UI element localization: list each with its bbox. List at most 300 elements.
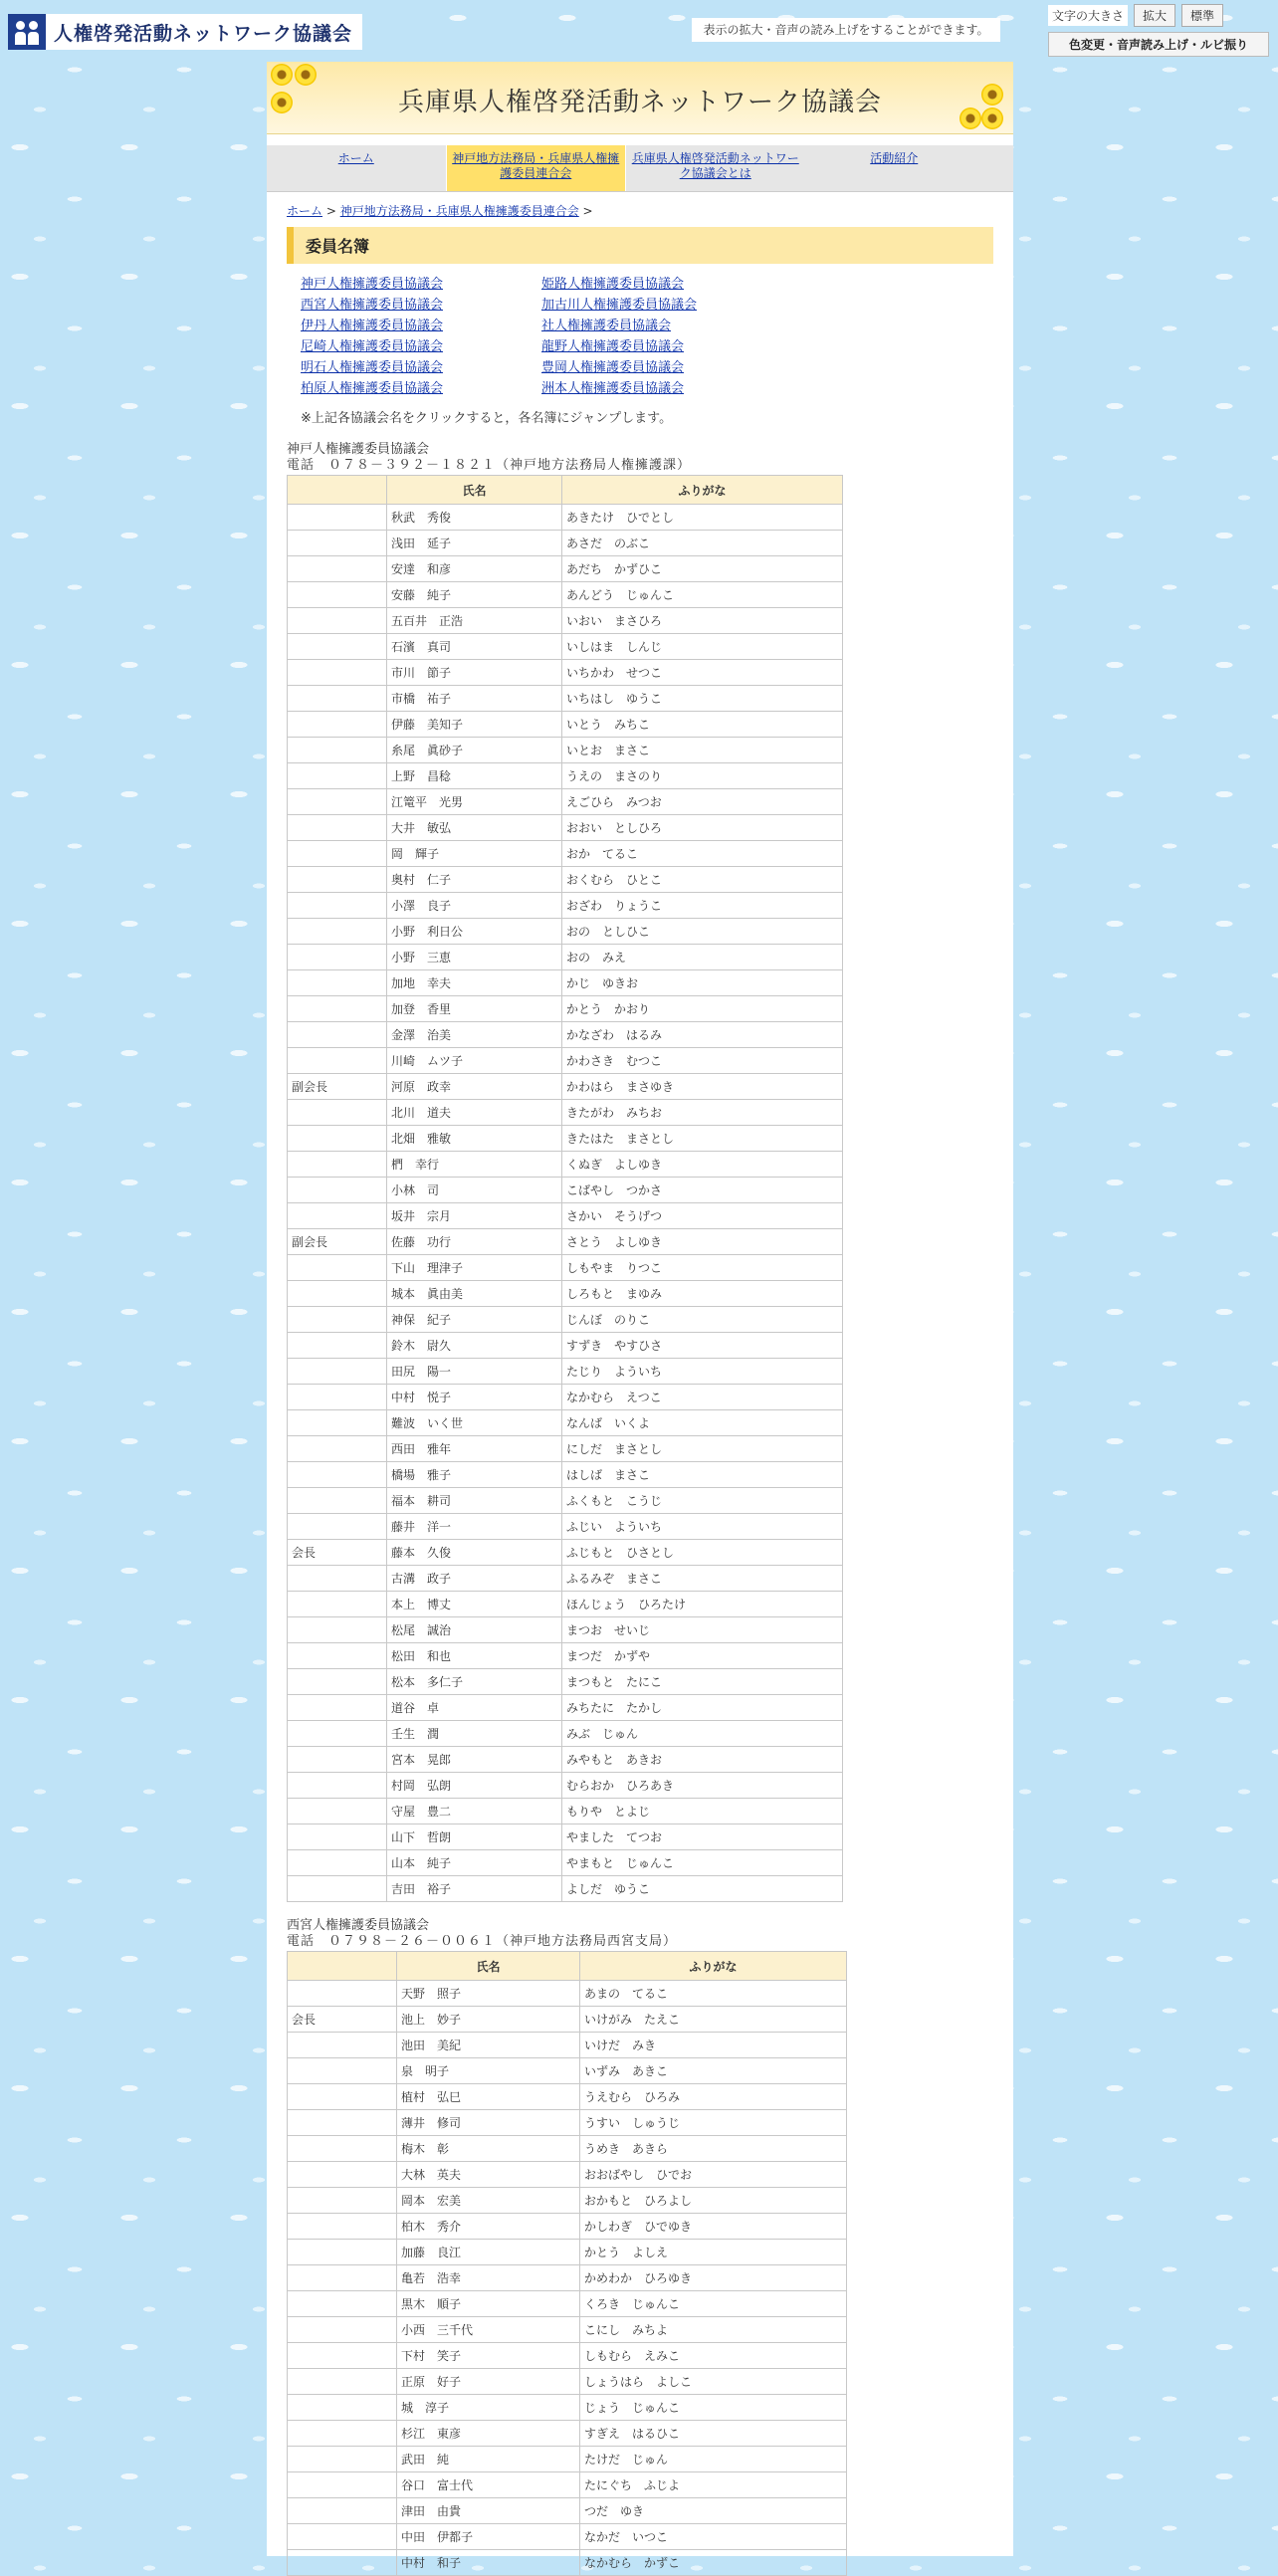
member-name: 岡本 宏美 xyxy=(397,2188,580,2214)
member-name: 北川 道夫 xyxy=(387,1100,562,1126)
table-row xyxy=(288,1695,843,1721)
member-kana: くぬぎ よしゆき xyxy=(562,1152,843,1178)
table-row xyxy=(288,1048,843,1074)
member-role xyxy=(288,660,387,686)
member-name: 藤本 久俊 xyxy=(387,1540,562,1566)
table-row xyxy=(288,608,843,634)
member-role xyxy=(288,2472,397,2498)
member-role xyxy=(288,893,387,919)
nav-activities xyxy=(805,145,984,191)
member-name: 壬生 潤 xyxy=(387,1721,562,1747)
table-row xyxy=(288,2136,847,2162)
council-link[interactable]: 加古川人権擁護委員協議会 xyxy=(541,298,698,313)
table-row xyxy=(288,2214,847,2240)
member-role xyxy=(288,531,387,556)
nav-about-link[interactable]: 兵庫県人権啓発活動ネットワーク協議会とは xyxy=(631,151,799,180)
member-role xyxy=(288,2265,397,2291)
table-row xyxy=(288,1203,843,1229)
member-kana: みちたに たかし xyxy=(562,1695,843,1721)
member-name: 坂井 宗月 xyxy=(387,1203,562,1229)
member-role xyxy=(288,2421,397,2447)
table-row xyxy=(288,738,843,763)
member-name: 小西 三千代 xyxy=(397,2317,580,2343)
member-kana: おの としひこ xyxy=(562,919,843,945)
nav-about xyxy=(626,145,805,191)
member-name: 金澤 治美 xyxy=(387,1022,562,1048)
member-name: 武田 純 xyxy=(397,2447,580,2472)
member-kana: おかもと ひろよし xyxy=(580,2188,847,2214)
member-name: 城 淳子 xyxy=(397,2395,580,2421)
banner-title: 兵庫県人権啓発活動ネットワーク協議会 xyxy=(397,88,882,117)
member-role xyxy=(288,1178,387,1203)
member-role: 会長 xyxy=(288,2007,397,2033)
member-role xyxy=(288,2162,397,2188)
member-name: 小野 三恵 xyxy=(387,945,562,970)
table-row xyxy=(288,686,843,712)
table-row xyxy=(288,1385,843,1410)
table-row xyxy=(288,712,843,738)
member-name: 市川 節子 xyxy=(387,660,562,686)
member-name: 松尾 誠治 xyxy=(387,1617,562,1643)
table-row xyxy=(288,789,843,815)
member-kana: たにぐち ふじよ xyxy=(580,2472,847,2498)
council-name: 西宮人権擁護委員協議会 xyxy=(287,1918,430,1933)
member-kana: いとう みちこ xyxy=(562,712,843,738)
member-name: 松田 和也 xyxy=(387,1643,562,1669)
logo-text: 人権啓発活動ネットワーク協議会 xyxy=(54,22,353,45)
table-row xyxy=(288,2058,847,2084)
member-kana: かめわか ひろゆき xyxy=(580,2265,847,2291)
table-row xyxy=(288,1152,843,1178)
member-name: 下村 笑子 xyxy=(397,2343,580,2369)
member-role xyxy=(288,2447,397,2472)
member-role xyxy=(288,1669,387,1695)
member-role xyxy=(288,2343,397,2369)
nav-legal-affairs-link[interactable]: 神戸地方法務局・兵庫県人権擁護委員連合会 xyxy=(452,151,620,180)
member-role xyxy=(288,1488,387,1514)
member-name: 小林 司 xyxy=(387,1178,562,1203)
member-kana: きたはた まさとし xyxy=(562,1126,843,1152)
nav-activities-link[interactable]: 活動紹介 xyxy=(870,151,919,165)
member-role xyxy=(288,1385,387,1410)
breadcrumb xyxy=(287,202,993,219)
kana-header: ふりがな xyxy=(562,476,843,505)
member-kana: ほんじょう ひろたけ xyxy=(562,1592,843,1617)
member-kana: みやもと あきお xyxy=(562,1747,843,1773)
council-roster xyxy=(287,442,993,1902)
council-rosters xyxy=(287,442,993,2576)
member-kana: じんぼ のりこ xyxy=(562,1307,843,1333)
member-role xyxy=(288,1410,387,1436)
table-row xyxy=(288,2421,847,2447)
table-row xyxy=(288,1307,843,1333)
member-name: 上野 昌稔 xyxy=(387,763,562,789)
member-name: 江篭平 光男 xyxy=(387,789,562,815)
member-role xyxy=(288,2317,397,2343)
member-role xyxy=(288,2550,397,2576)
member-kana: なかだ いつこ xyxy=(580,2524,847,2550)
member-role xyxy=(288,1152,387,1178)
member-kana: いちはし ゆうこ xyxy=(562,686,843,712)
jump-note: ※上記各協議会名をクリックすると，各名簿にジャンプします。 xyxy=(301,411,673,426)
member-kana: しょうはら よしこ xyxy=(580,2369,847,2395)
member-role xyxy=(288,867,387,893)
table-row xyxy=(288,2524,847,2550)
table-row xyxy=(288,2447,847,2472)
role-header xyxy=(288,476,387,505)
kana-header: ふりがな xyxy=(580,1952,847,1981)
member-role xyxy=(288,2033,397,2058)
member-role xyxy=(288,2369,397,2395)
member-name: 加登 香里 xyxy=(387,996,562,1022)
member-role: 副会長 xyxy=(288,1074,387,1100)
member-kana: なかむら えつこ xyxy=(562,1385,843,1410)
member-kana: いおい まさひろ xyxy=(562,608,843,634)
member-role xyxy=(288,1876,387,1902)
council-link[interactable]: 明石人権擁護委員協議会 xyxy=(301,360,444,375)
member-name: 神保 紀子 xyxy=(387,1307,562,1333)
member-name: 正原 好子 xyxy=(397,2369,580,2395)
member-name: 北畑 雅敏 xyxy=(387,1126,562,1152)
breadcrumb-separator: > xyxy=(322,204,340,218)
member-name: 小澤 良子 xyxy=(387,893,562,919)
member-kana: たじり よういち xyxy=(562,1359,843,1385)
role-header xyxy=(288,1952,397,1981)
table-row xyxy=(288,1333,843,1359)
table-row xyxy=(288,996,843,1022)
member-role xyxy=(288,1695,387,1721)
council-link[interactable]: 神戸人権擁護委員協議会 xyxy=(301,277,444,292)
breadcrumb-parent[interactable]: 神戸地方法務局・兵庫県人権擁護委員連合会 xyxy=(339,204,579,218)
table-row xyxy=(288,1462,843,1488)
member-role xyxy=(288,1721,387,1747)
member-kana: なんば いくよ xyxy=(562,1410,843,1436)
member-name: 中村 悦子 xyxy=(387,1385,562,1410)
table-row xyxy=(288,1540,843,1566)
member-role xyxy=(288,1981,397,2007)
member-role xyxy=(288,2188,397,2214)
table-header-row xyxy=(288,1952,847,1981)
member-name: 糸尾 眞砂子 xyxy=(387,738,562,763)
member-role xyxy=(288,1799,387,1825)
member-role xyxy=(288,1514,387,1540)
table-row xyxy=(288,1359,843,1385)
member-role xyxy=(288,2498,397,2524)
table-row xyxy=(288,505,843,531)
member-name: 安藤 純子 xyxy=(387,582,562,608)
member-name: 石濱 真司 xyxy=(387,634,562,660)
member-kana: じょう じゅんこ xyxy=(580,2395,847,2421)
table-header-row xyxy=(288,476,843,505)
member-name: 藤井 洋一 xyxy=(387,1514,562,1540)
member-role xyxy=(288,1592,387,1617)
member-name: 松本 多仁子 xyxy=(387,1669,562,1695)
member-name: 中村 和子 xyxy=(397,2550,580,2576)
member-name: 泉 明子 xyxy=(397,2058,580,2084)
member-kana: おか てるこ xyxy=(562,841,843,867)
table-row xyxy=(288,1410,843,1436)
name-header: 氏名 xyxy=(387,476,562,505)
table-row xyxy=(288,2084,847,2110)
color-voice-ruby-button[interactable]: 色変更・音声読み上げ・ルビ振り xyxy=(1048,32,1269,57)
table-row xyxy=(288,1514,843,1540)
member-name: 秋武 秀俊 xyxy=(387,505,562,531)
member-kana: かとう よしえ xyxy=(580,2240,847,2265)
member-role xyxy=(288,1022,387,1048)
table-row xyxy=(288,867,843,893)
table-row xyxy=(288,2007,847,2033)
member-name: 吉田 裕子 xyxy=(387,1876,562,1902)
font-size-label: 文字の大きさ xyxy=(1048,5,1128,26)
table-row xyxy=(288,2291,847,2317)
member-kana: ふくもと こうじ xyxy=(562,1488,843,1514)
table-row xyxy=(288,2498,847,2524)
member-kana: うえの まさのり xyxy=(562,763,843,789)
member-kana: すずき やすひさ xyxy=(562,1333,843,1359)
member-name: 薄井 修司 xyxy=(397,2110,580,2136)
member-kana: ふるみぞ まさこ xyxy=(562,1566,843,1592)
member-role xyxy=(288,763,387,789)
member-role xyxy=(288,1462,387,1488)
table-row xyxy=(288,1876,843,1902)
member-kana: しもむら えみこ xyxy=(580,2343,847,2369)
member-kana: くろき じゅんこ xyxy=(580,2291,847,2317)
member-role xyxy=(288,712,387,738)
member-role xyxy=(288,1359,387,1385)
table-row xyxy=(288,1850,843,1876)
council-link[interactable]: 柏原人権擁護委員協議会 xyxy=(301,381,444,396)
site-logo[interactable] xyxy=(8,14,362,50)
table-row xyxy=(288,763,843,789)
council-link[interactable]: 伊丹人権擁護委員協議会 xyxy=(301,319,444,333)
member-role xyxy=(288,2240,397,2265)
member-name: 本上 博丈 xyxy=(387,1592,562,1617)
global-nav xyxy=(267,145,1013,192)
member-kana: うすい しゅうじ xyxy=(580,2110,847,2136)
member-table xyxy=(287,475,843,1902)
member-role xyxy=(288,1566,387,1592)
member-kana: しもやま りつこ xyxy=(562,1255,843,1281)
table-row xyxy=(288,1799,843,1825)
member-role xyxy=(288,1617,387,1643)
member-role xyxy=(288,556,387,582)
nav-spacer xyxy=(983,145,1013,191)
section-title: 委員名簿 xyxy=(287,227,993,264)
nav-home xyxy=(267,145,446,191)
member-name: 池上 妙子 xyxy=(397,2007,580,2033)
member-name: 浅田 延子 xyxy=(387,531,562,556)
table-row xyxy=(288,815,843,841)
member-name: 杉江 東彦 xyxy=(397,2421,580,2447)
council-phone: 電話 ０７９８－２６－００６１（神戸地方法務局西宮支局） xyxy=(287,1934,678,1949)
member-kana: かなざわ はるみ xyxy=(562,1022,843,1048)
council-link[interactable]: 尼崎人権擁護委員協議会 xyxy=(301,339,444,354)
table-row xyxy=(288,2162,847,2188)
member-name: 椚 幸行 xyxy=(387,1152,562,1178)
nav-home-link[interactable]: ホーム xyxy=(337,151,374,165)
member-role xyxy=(288,2136,397,2162)
member-name: 黒木 順子 xyxy=(397,2291,580,2317)
accessibility-notice: 表示の拡大・音声の読み上げをすることができます。 xyxy=(692,18,1000,42)
member-kana: まつだ かずや xyxy=(562,1643,843,1669)
council-link[interactable]: 龍野人権擁護委員協議会 xyxy=(541,339,685,354)
table-row xyxy=(288,2265,847,2291)
member-role xyxy=(288,2395,397,2421)
member-table xyxy=(287,1951,847,2576)
member-name: 宮本 晃郎 xyxy=(387,1747,562,1773)
table-row xyxy=(288,1255,843,1281)
member-role xyxy=(288,945,387,970)
name-header: 氏名 xyxy=(397,1952,580,1981)
table-row xyxy=(288,1592,843,1617)
member-name: 道谷 卓 xyxy=(387,1695,562,1721)
council-link[interactable]: 西宮人権擁護委員協議会 xyxy=(301,298,444,313)
member-role xyxy=(288,1850,387,1876)
main-column xyxy=(267,62,1013,2570)
table-row xyxy=(288,1773,843,1799)
member-name: 柏木 秀介 xyxy=(397,2214,580,2240)
member-role xyxy=(288,841,387,867)
table-row xyxy=(288,1178,843,1203)
council-link[interactable]: 姫路人権擁護委員協議会 xyxy=(541,277,685,292)
member-kana: いけがみ たえこ xyxy=(580,2007,847,2033)
table-row xyxy=(288,1074,843,1100)
table-row xyxy=(288,2472,847,2498)
member-name: 岡 輝子 xyxy=(387,841,562,867)
table-row xyxy=(288,1825,843,1850)
member-kana: あまの てるこ xyxy=(580,1981,847,2007)
member-name: 亀若 浩幸 xyxy=(397,2265,580,2291)
member-role xyxy=(288,505,387,531)
council-links xyxy=(301,276,993,397)
member-name: 難波 いく世 xyxy=(387,1410,562,1436)
member-name: 加地 幸夫 xyxy=(387,970,562,996)
content xyxy=(267,192,1013,2576)
council-link[interactable]: 豊岡人権擁護委員協議会 xyxy=(541,360,685,375)
member-kana: いとお まさこ xyxy=(562,738,843,763)
member-kana: いずみ あきこ xyxy=(580,2058,847,2084)
member-role xyxy=(288,686,387,712)
member-name: 大林 英夫 xyxy=(397,2162,580,2188)
table-row xyxy=(288,1100,843,1126)
table-row xyxy=(288,1981,847,2007)
member-kana: やました てつお xyxy=(562,1825,843,1850)
member-name: 川崎 ムツ子 xyxy=(387,1048,562,1074)
member-kana: なかむら かずこ xyxy=(580,2550,847,2576)
member-role xyxy=(288,1825,387,1850)
member-role xyxy=(288,815,387,841)
member-name: 安達 和彦 xyxy=(387,556,562,582)
member-kana: あさだ のぶこ xyxy=(562,531,843,556)
table-row xyxy=(288,945,843,970)
member-role xyxy=(288,634,387,660)
member-kana: うえむら ひろみ xyxy=(580,2084,847,2110)
member-role xyxy=(288,1333,387,1359)
member-role: 会長 xyxy=(288,1540,387,1566)
member-name: 橋場 雅子 xyxy=(387,1462,562,1488)
member-kana: いけだ みき xyxy=(580,2033,847,2058)
member-role xyxy=(288,1255,387,1281)
member-role xyxy=(288,582,387,608)
member-role xyxy=(288,1048,387,1074)
member-kana: あんどう じゅんこ xyxy=(562,582,843,608)
member-name: 鈴木 尉久 xyxy=(387,1333,562,1359)
top-bar xyxy=(0,0,1278,60)
member-role xyxy=(288,1307,387,1333)
member-name: 市橋 祐子 xyxy=(387,686,562,712)
enlarge-button[interactable]: 拡大 xyxy=(1134,4,1175,27)
member-name: 古溝 政子 xyxy=(387,1566,562,1592)
member-kana: かわさき むつこ xyxy=(562,1048,843,1074)
nav-legal-affairs xyxy=(446,145,627,191)
member-name: 谷口 富士代 xyxy=(397,2472,580,2498)
member-name: 中田 伊都子 xyxy=(397,2524,580,2550)
table-row xyxy=(288,1617,843,1643)
member-role xyxy=(288,608,387,634)
member-kana: おくむら ひとこ xyxy=(562,867,843,893)
member-kana: みぶ じゅん xyxy=(562,1721,843,1747)
breadcrumb-separator: > xyxy=(578,204,593,218)
table-row xyxy=(288,1281,843,1307)
member-role xyxy=(288,1100,387,1126)
table-row xyxy=(288,1721,843,1747)
member-kana: おおばやし ひでお xyxy=(580,2162,847,2188)
member-kana: まつお せいじ xyxy=(562,1617,843,1643)
table-row xyxy=(288,1229,843,1255)
member-name: 五百井 正浩 xyxy=(387,608,562,634)
member-name: 植村 弘巳 xyxy=(397,2084,580,2110)
table-row xyxy=(288,2317,847,2343)
table-row xyxy=(288,1747,843,1773)
member-kana: よしだ ゆうこ xyxy=(562,1876,843,1902)
member-role xyxy=(288,1747,387,1773)
member-kana: いちかわ せつこ xyxy=(562,660,843,686)
member-kana: あきたけ ひでとし xyxy=(562,505,843,531)
member-kana: こばやし つかさ xyxy=(562,1178,843,1203)
council-link[interactable]: 社人権擁護委員協議会 xyxy=(541,319,672,333)
member-kana: ふじもと ひさとし xyxy=(562,1540,843,1566)
member-role xyxy=(288,1203,387,1229)
table-row xyxy=(288,660,843,686)
table-row xyxy=(288,531,843,556)
member-name: 奥村 仁子 xyxy=(387,867,562,893)
font-size-controls xyxy=(1048,4,1269,57)
member-role xyxy=(288,1773,387,1799)
member-role xyxy=(288,2291,397,2317)
table-row xyxy=(288,1022,843,1048)
council-link[interactable]: 洲本人権擁護委員協議会 xyxy=(541,381,685,396)
table-row xyxy=(288,2343,847,2369)
table-row xyxy=(288,2550,847,2576)
member-role xyxy=(288,1436,387,1462)
member-kana: うめき あきら xyxy=(580,2136,847,2162)
member-name: 山本 純子 xyxy=(387,1850,562,1876)
member-kana: ふじい よういち xyxy=(562,1514,843,1540)
member-name: 大井 敏弘 xyxy=(387,815,562,841)
member-name: 小野 利日公 xyxy=(387,919,562,945)
breadcrumb-home[interactable]: ホーム xyxy=(287,204,323,218)
member-name: 西田 雅年 xyxy=(387,1436,562,1462)
member-name: 河原 政幸 xyxy=(387,1074,562,1100)
member-name: 天野 照子 xyxy=(397,1981,580,2007)
member-name: 佐藤 功行 xyxy=(387,1229,562,1255)
member-name: 福本 耕司 xyxy=(387,1488,562,1514)
standard-button[interactable]: 標準 xyxy=(1181,4,1223,27)
member-kana: こにし みちよ xyxy=(580,2317,847,2343)
table-row xyxy=(288,919,843,945)
member-name: 加藤 良江 xyxy=(397,2240,580,2265)
table-row xyxy=(288,1669,843,1695)
